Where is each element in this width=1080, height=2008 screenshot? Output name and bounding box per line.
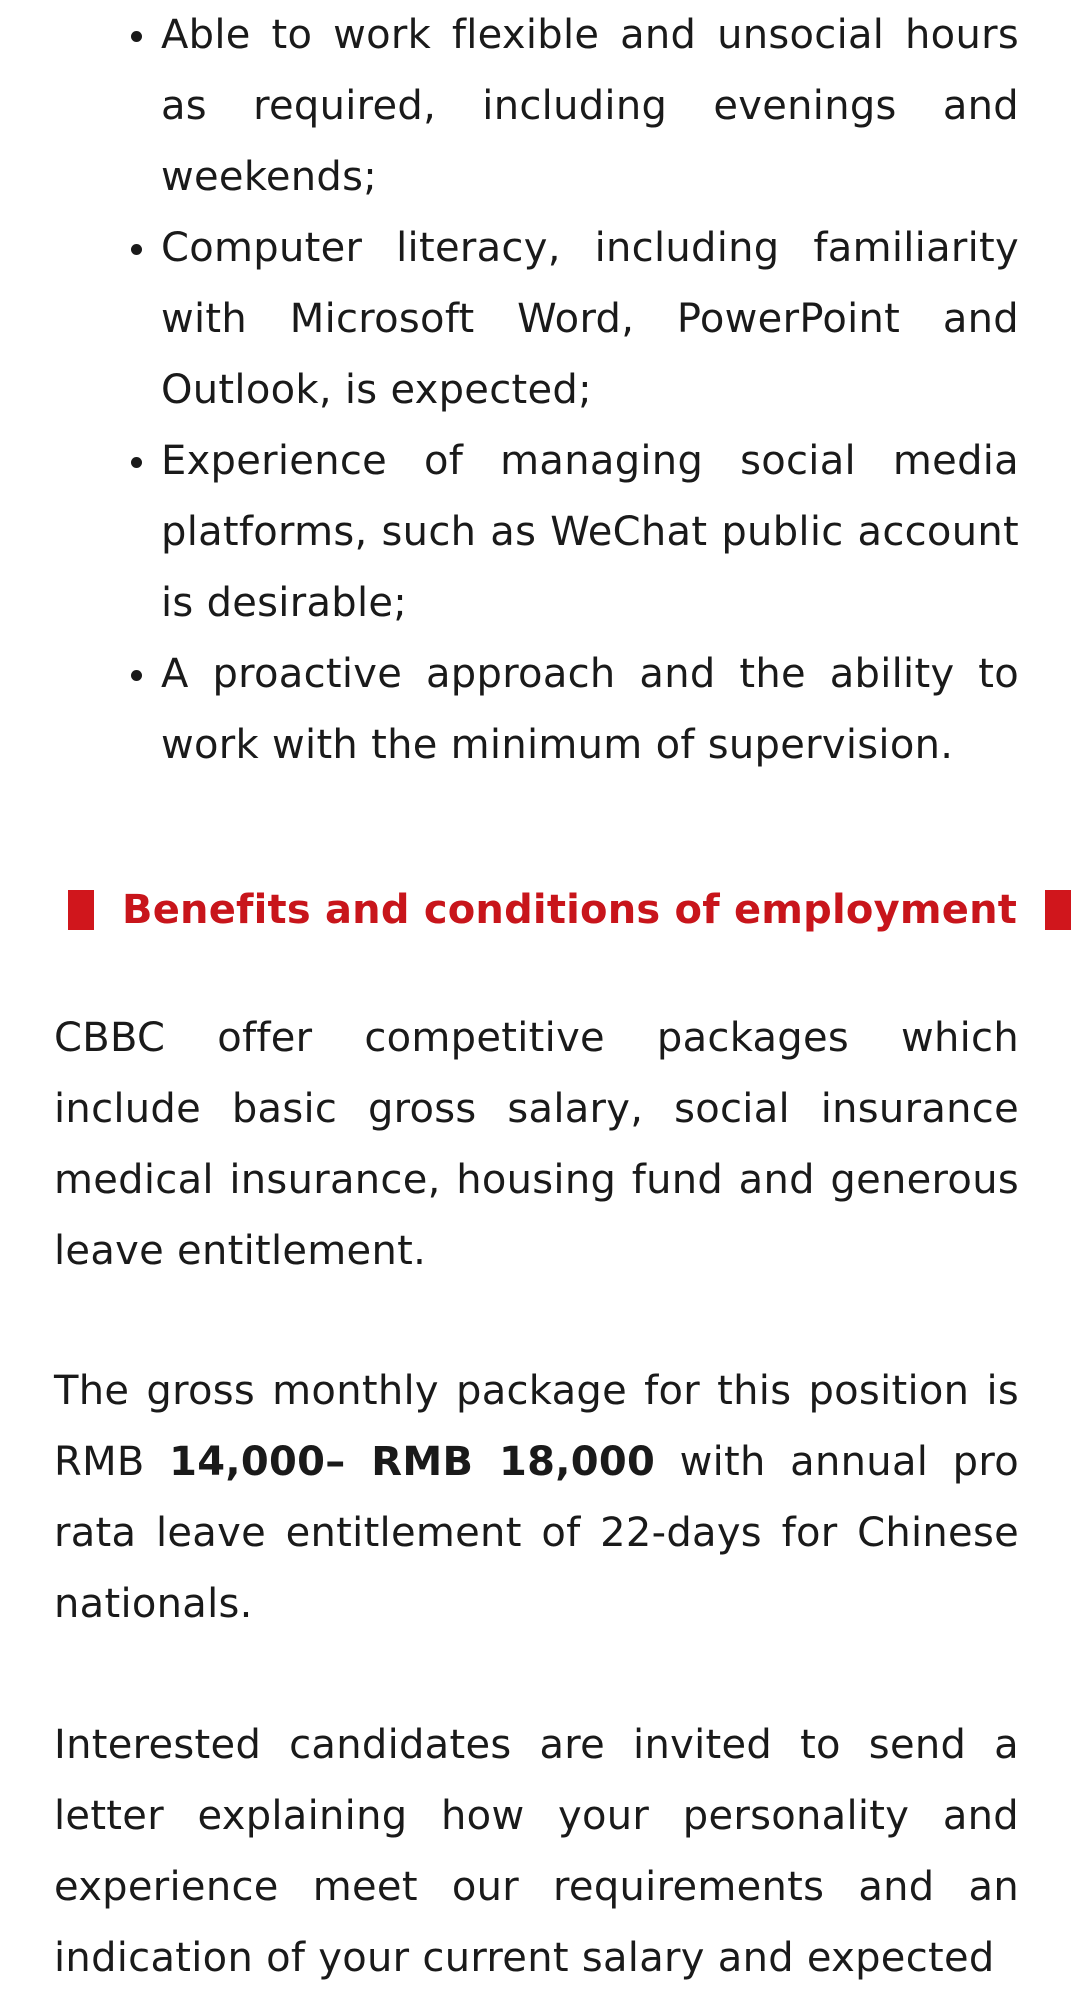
bullet-icon <box>131 457 142 468</box>
requirement-item <box>161 639 1019 781</box>
bullet-icon <box>131 670 142 681</box>
section-title: Benefits and conditions of employment <box>122 887 1018 933</box>
salary-range: 14,000– RMB 18,000 <box>169 1439 656 1485</box>
bullet-icon <box>131 244 142 255</box>
salary-suffix: with annual pro rata leave entitlement of 22-days for Chinese nationals. <box>54 1439 1019 1627</box>
requirement-text: Experience of managing social media platforms, such as WeChat public account is desirable; <box>161 438 1019 626</box>
salary-paragraph <box>54 1356 1019 1640</box>
requirement-text: Computer literacy, including familiarity with Microsoft Word, PowerPoint and Outlook, is expected; <box>161 225 1019 413</box>
benefits-section-heading <box>68 885 1018 935</box>
bullet-icon <box>131 31 142 42</box>
salary-prefix: The gross monthly package for this position is RMB <box>54 1368 1019 1485</box>
heading-left-bar-icon <box>68 890 94 930</box>
requirement-text: A proactive approach and the ability to work with the minimum of supervision. <box>161 651 1019 768</box>
requirement-text: Able to work flexible and unsocial hours as required, including evenings and weekends; <box>161 12 1019 200</box>
requirement-item <box>161 426 1019 639</box>
requirement-item <box>161 213 1019 426</box>
requirement-item <box>161 0 1019 213</box>
application-paragraph: Interested candidates are invited to send a letter explaining how your personality and experience meet our requirements and an indication of your current salary and expected <box>54 1722 1019 1981</box>
requirements-list <box>0 0 1080 781</box>
benefits-paragraph: CBBC offer competitive packages which include basic gross salary, social insurance medical insurance, housing fund and generous leave entitlement. <box>54 1015 1019 1274</box>
heading-right-bar-icon <box>1045 890 1071 930</box>
